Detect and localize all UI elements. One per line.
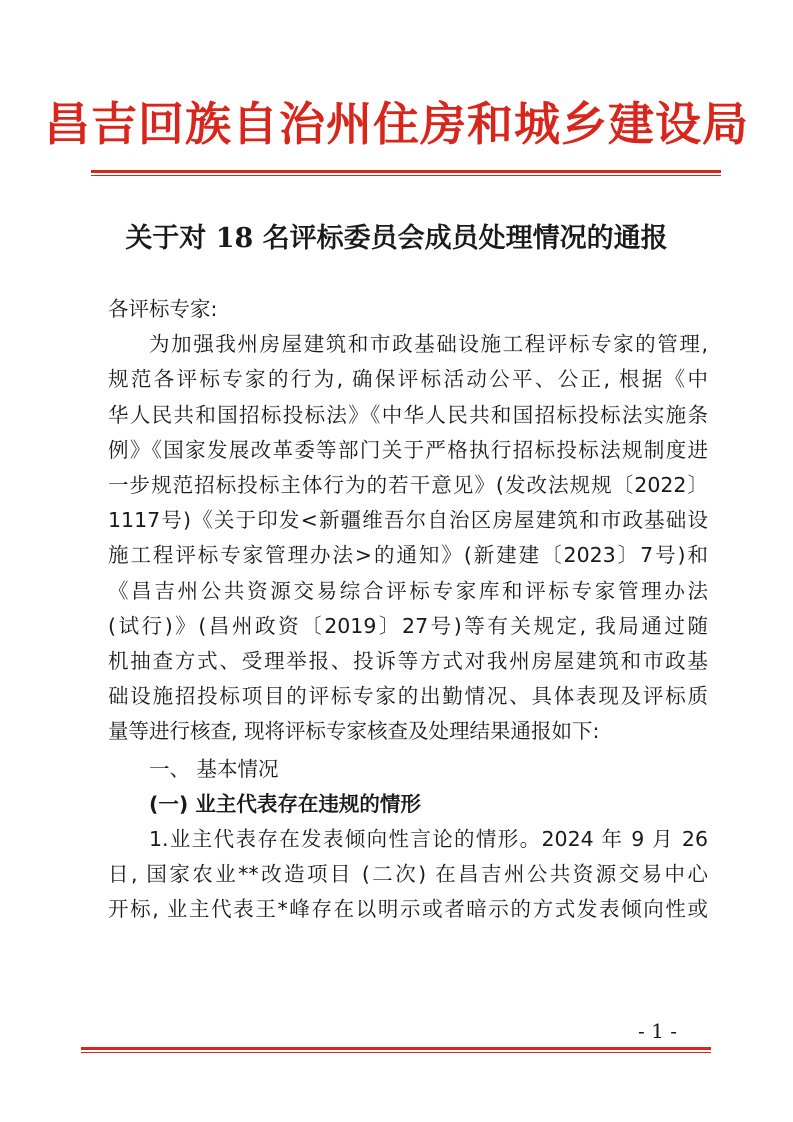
paragraph-line: 础设施招投标项目的评标专家的出勤情况、具体表现及评标质 bbox=[108, 684, 708, 709]
letterhead-title: 昌吉回族自治州住房和城乡建设局 bbox=[44, 97, 749, 151]
paragraph-line: 《昌吉州公共资源交易综合评标专家库和评标专家管理办法 bbox=[108, 578, 708, 603]
paragraph-line: 开标, 业主代表王*峰存在以明示或者暗示的方式发表倾向性或 bbox=[108, 897, 708, 922]
page-number: - 1 - bbox=[638, 1019, 677, 1043]
paragraph-line: 量等进行核查, 现将评标专家核查及处理结果通报如下: bbox=[108, 719, 600, 744]
paragraph-line: 机抽查方式、受理举报、投诉等方式对我州房屋建筑和市政基 bbox=[108, 649, 708, 674]
paragraph-line: 日, 国家农业**改造项目 (二次) 在昌吉州公共资源交易中心 bbox=[108, 862, 708, 887]
paragraph-line: 施工程评标专家管理办法>的通知》(新建建〔2023〕7号)和 bbox=[108, 543, 708, 568]
paragraph-line: (试行)》(昌州政资〔2019〕27号)等有关规定, 我局通过随 bbox=[108, 613, 708, 638]
paragraph-line: 规范各评标专家的行为, 确保评标活动公平、公正, 根据《中 bbox=[108, 367, 708, 392]
document-body bbox=[108, 292, 708, 928]
section-heading-1: 一、 基本情况 bbox=[149, 756, 279, 781]
letterhead-rule-thin bbox=[91, 175, 721, 176]
paragraph-line: 例》《国家发展改革委等部门关于严格执行招标投标法规制度进 bbox=[108, 437, 708, 462]
paragraph-line: 华人民共和国招标投标法》《中华人民共和国招标投标法实施条 bbox=[108, 402, 708, 427]
paragraph-line: 一步规范招标投标主体行为的若干意见》(发改法规规〔2022〕 bbox=[108, 473, 708, 498]
paragraph-1 bbox=[108, 327, 708, 749]
paragraph-line: 1117号)《关于印发<新疆维吾尔自治区房屋建筑和市政基础设 bbox=[108, 508, 708, 533]
paragraph-line: 1.业主代表存在发表倾向性言论的情形。2024 年 9 月 26 bbox=[149, 827, 708, 852]
letterhead-rule-thick bbox=[91, 170, 721, 173]
paragraph-line: 为加强我州房屋建筑和市政基础设施工程评标专家的管理, bbox=[149, 332, 708, 357]
footer-rule-thin bbox=[81, 1052, 711, 1053]
footer-rule-thick bbox=[81, 1047, 711, 1050]
paragraph-2 bbox=[108, 822, 708, 928]
document-title: 关于对 18 名评标委员会成员处理情况的通报 bbox=[125, 223, 668, 254]
salutation: 各评标专家: bbox=[108, 297, 218, 321]
section-heading-2: (一) 业主代表存在违规的情形 bbox=[149, 791, 421, 816]
